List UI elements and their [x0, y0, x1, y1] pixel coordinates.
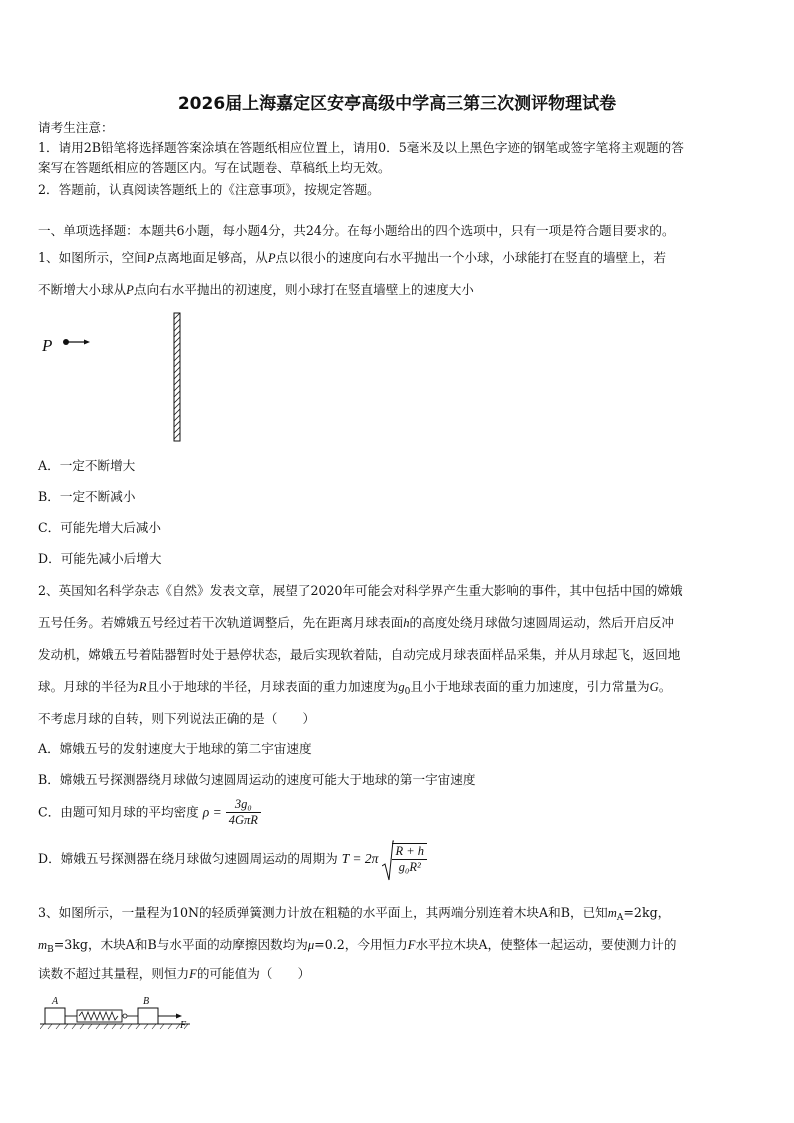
q1-figure	[40, 310, 200, 445]
var-f: F	[189, 967, 197, 981]
point-p-label: P	[42, 336, 53, 355]
density-fraction	[226, 797, 261, 828]
block-a-label: A	[52, 996, 59, 1007]
fraction-numerator: R + h	[392, 844, 427, 860]
square-root	[382, 843, 427, 875]
notice-heading: 请考生注意：	[38, 120, 114, 135]
q2-text: 五号任务。若嫦娥五号经过若干次轨道调整后，先在距离月球表面	[38, 615, 404, 630]
section-heading: 一、单项选择题：本题共6小题，每小题4分，共24分。在每小题给出的四个选项中，只有一项是符合题目要求的。	[38, 223, 675, 238]
q1-option-b: B．一定不断减小	[38, 489, 136, 504]
force-arrow-head	[176, 1014, 182, 1019]
q2-option-c	[38, 797, 261, 828]
density-symbol: ρ =	[202, 804, 222, 820]
var-m-subscript: A	[616, 913, 624, 923]
q2-text: 且小于地球的半径，月球表面的重力加速度为	[146, 679, 399, 694]
var-p: P	[126, 283, 134, 297]
var-g: g	[398, 680, 405, 694]
var-p: P	[267, 251, 276, 265]
var-f: F	[407, 938, 416, 952]
q3-stem-line-1	[38, 905, 670, 926]
var-g-subscript: 0	[404, 687, 411, 697]
q2-text: 。	[658, 679, 672, 694]
q2-option-a: A．嫦娥五号的发射速度大于地球的第二宇宙速度	[38, 741, 312, 756]
q3-text: 水平拉木块A，使整体一起运动，要使测力计的	[415, 937, 677, 952]
q3-text: =0.2，今用恒力	[314, 937, 408, 952]
fraction-denominator: 4GπR	[228, 813, 258, 827]
q1-option-a: A．一定不断增大	[38, 458, 136, 473]
q2-option-d	[38, 843, 427, 875]
block-a	[45, 1008, 65, 1024]
projectile-wall-diagram	[40, 310, 200, 445]
q2-text: 且小于地球表面的重力加速度，引力常量为	[410, 679, 650, 694]
q2-stem-line-4	[38, 679, 671, 700]
var-h: h	[403, 616, 410, 630]
q1-text: 点向右水平抛出的初速度，则小球打在竖直墙壁上的速度大小	[133, 282, 474, 297]
q3-text: 3、如图所示，一量程为10N的轻质弹簧测力计放在粗糙的水平面上，其两端分别连着木块A和B，已知	[38, 905, 608, 920]
q2-stem-line-2	[38, 615, 674, 631]
q1-text: 点以很小的速度向右水平抛出一个小球，小球能打在竖直的墙壁上，若	[275, 250, 666, 265]
q1-stem-line-2	[38, 282, 474, 298]
q2-option-b: B．嫦娥五号探测器绕月球做匀速圆周运动的速度可能大于地球的第一宇宙速度	[38, 772, 476, 787]
q3-text: =2kg，	[623, 905, 671, 920]
q3-stem-line-3	[38, 966, 310, 982]
fraction-numerator: 3g₀	[226, 797, 261, 813]
option-d-text: D．嫦娥五号探测器在绕月球做匀速圆周运动的周期为	[38, 851, 338, 866]
q3-text: =3kg，木块A和B与水平面的动摩擦因数均为	[53, 937, 308, 952]
q1-text: 不断增大小球从	[38, 282, 127, 297]
q3-text: 读数不超过其量程，则恒力	[38, 966, 190, 981]
q1-option-c: C．可能先增大后减小	[38, 520, 161, 535]
q2-stem-line-5: 不考虑月球的自转，则下列说法正确的是（ ）	[38, 711, 316, 726]
var-capital-g: G	[649, 680, 659, 694]
q3-stem-line-2	[38, 937, 676, 958]
block-b-label: B	[143, 996, 150, 1007]
q2-text: 的高度处绕月球做匀速圆周运动，然后开启反冲	[409, 615, 674, 630]
block-b	[138, 1008, 158, 1024]
force-f-label: F	[180, 1020, 187, 1031]
q1-text: 1、如图所示，空间	[38, 250, 147, 265]
period-symbol: T = 2π	[341, 851, 379, 866]
notice-item-2: 2．答题前，认真阅读答题纸上的《注意事项》，按规定答题。	[38, 182, 380, 197]
option-c-text: C．由题可知月球的平均密度	[38, 804, 199, 820]
var-mu: μ	[307, 938, 315, 952]
var-m: m	[607, 906, 617, 920]
q2-stem-line-3: 发动机，嫦娥五号着陆器暂时处于悬停状态，最后实现软着陆，自动完成月球表面样品采集，并从月球起飞，返回地	[38, 647, 681, 662]
period-fraction	[392, 844, 427, 875]
q2-text: 球。月球的半径为	[38, 679, 139, 694]
var-r: R	[138, 680, 147, 694]
q2-stem-line-1: 2、英国知名科学杂志《自然》发表文章，展望了2020年可能会对科学界产生重大影响的事件，其中包括中国的嫦娥	[38, 583, 683, 598]
notice-item-1-line-1: 1．请用2B铅笔将选择题答案涂填在答题纸相应位置上，请用0．5毫米及以上黑色字迹的钢笔或签字笔将主观题的答	[38, 140, 684, 155]
q1-stem-line-1	[38, 250, 666, 266]
notice-item-1-line-2: 案写在答题纸相应的答题区内。写在试题卷、草稿纸上均无效。	[38, 160, 391, 175]
q1-text: 点离地面足够高，从	[154, 250, 268, 265]
radical-sign-icon	[382, 840, 394, 882]
var-m-subscript: B	[47, 945, 54, 955]
q3-text: 的可能值为（ ）	[196, 966, 311, 981]
ground-hatching	[40, 1024, 188, 1029]
var-p: P	[146, 251, 155, 265]
q3-figure	[40, 992, 200, 1032]
arrow-head	[84, 340, 90, 345]
page-title: 2026届上海嘉定区安亭高级中学高三第三次测评物理试卷	[177, 94, 617, 114]
q1-option-d: D．可能先减小后增大	[38, 551, 162, 566]
spring-blocks-diagram	[40, 992, 200, 1032]
var-m: m	[38, 938, 48, 952]
fraction-denominator: g₀R²	[398, 860, 421, 874]
